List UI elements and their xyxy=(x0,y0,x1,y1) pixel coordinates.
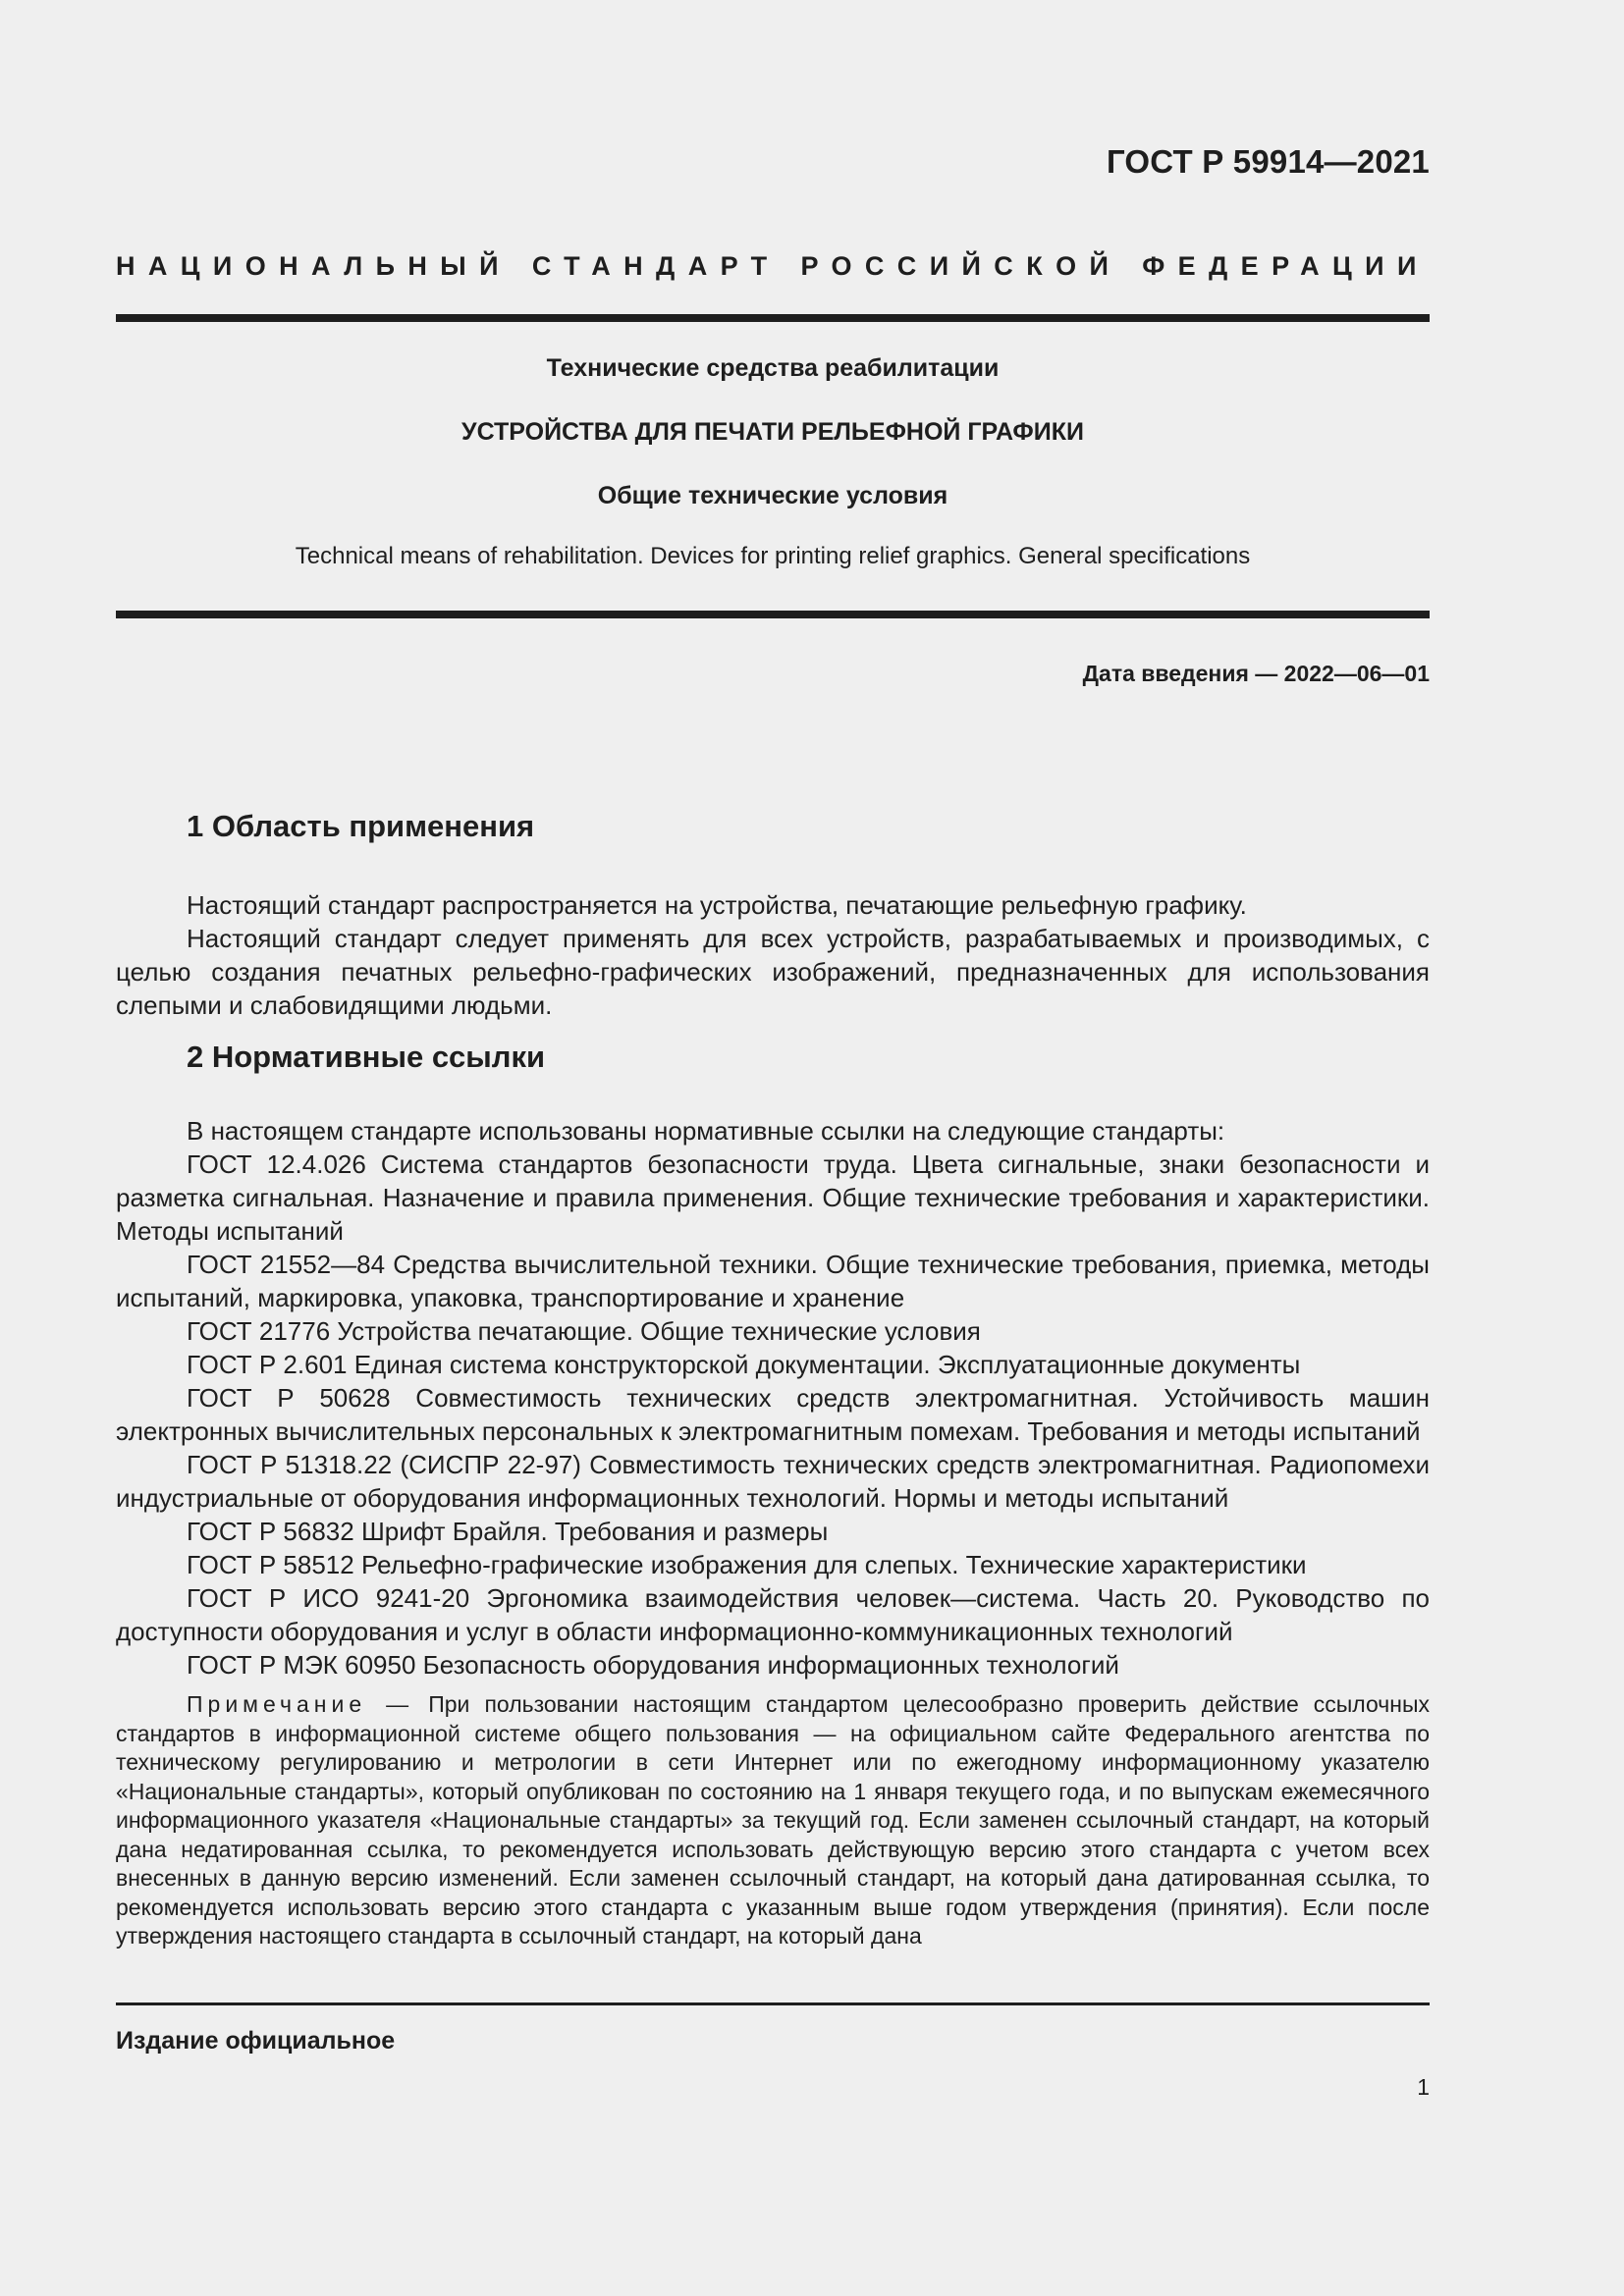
reference-item: ГОСТ Р 50628 Совместимость технических средств электромагнитная. Устойчивость машин электронных вычислительных персональных к электромагнитным помехам. Требования и методы испытаний xyxy=(116,1383,1430,1446)
note-label: Примечание — xyxy=(187,1691,414,1717)
reference-item: ГОСТ Р МЭК 60950 Безопасность оборудования информационных технологий xyxy=(187,1650,1119,1680)
standard-title: УСТРОЙСТВА ДЛЯ ПЕЧАТИ РЕЛЬЕФНОЙ ГРАФИКИ xyxy=(461,418,1084,446)
reference-item: ГОСТ Р ИСО 9241-20 Эргономика взаимодействия человек—система. Часть 20. Руководство по доступности оборудования и услуг в области информационно-коммуникационных технологий xyxy=(116,1583,1430,1646)
national-standard-banner: НАЦИОНАЛЬНЫЙ СТАНДАРТ РОССИЙСКОЙ ФЕДЕРАЦИИ xyxy=(116,251,1430,281)
reference-item: ГОСТ Р 51318.22 (СИСПР 22-97) Совместимость технических средств электромагнитная. Радиопомехи индустриальные от оборудования информационных технологий. Нормы и методы испытаний xyxy=(116,1450,1430,1513)
page-number: 1 xyxy=(1417,2074,1430,2100)
reference-item: ГОСТ 21552—84 Средства вычислительной техники. Общие технические требования, приемка, методы испытаний, маркировка, упаковка, транспортирование и хранение xyxy=(116,1250,1430,1312)
title-divider xyxy=(116,611,1430,618)
reference-item: ГОСТ Р 2.601 Единая система конструкторской документации. Эксплуатационные документы xyxy=(187,1350,1301,1379)
gost-number: ГОСТ Р 59914—2021 xyxy=(1106,143,1430,180)
paragraph: Настоящий стандарт следует применять для всех устройств, разрабатываемых и производимых, с целью создания печатных рельефно-графических изображений, предназначенных для использования слепыми и слабовидящими людьми. xyxy=(116,924,1430,1020)
reference-item: ГОСТ 12.4.026 Система стандартов безопасности труда. Цвета сигнальные, знаки безопасности и разметка сигнальная. Назначение и правила применения. Общие технические требования и характеристики. Методы испытаний xyxy=(116,1149,1430,1246)
paragraph: Настоящий стандарт распространяется на устройства, печатающие рельефную графику. xyxy=(187,890,1247,920)
section-scope xyxy=(116,807,1430,1022)
standard-subtitle: Общие технические условия xyxy=(597,482,948,509)
note-text: При пользовании настоящим стандартом целесообразно проверить действие ссылочных стандартов в информационной системе общего пользования — на официальном сайте Федерального агентства по техническому регулированию и метрологии в сети Интернет или по ежегодному информационному указателю «Национальные стандарты», который опубликован по состоянию на 1 января текущего года, и по выпускам ежемесячного информационного указателя «Национальные стандарты» за текущий год. Если заменен ссылочный стандарт, на который дана недатированная ссылка, то рекомендуется использовать действующую версию этого стандарта с учетом всех внесенных в данную версию изменений. Если заменен ссылочный стандарт, на который дана датированная ссылка, то рекомендуется использовать версию этого стандарта с указанным выше годом утверждения (принятия). Если после утверждения настоящего стандарта в ссылочный стандарт, на который дана xyxy=(116,1691,1430,1949)
paragraph: В настоящем стандарте использованы нормативные ссылки на следующие стандарты: xyxy=(187,1116,1225,1146)
english-title: Technical means of rehabilitation. Devices for printing relief graphics. General specifications xyxy=(295,543,1251,569)
note xyxy=(116,1690,1430,1951)
reference-item: ГОСТ 21776 Устройства печатающие. Общие технические условия xyxy=(187,1316,981,1346)
section-heading: 1 Область применения xyxy=(187,809,535,843)
footer-divider xyxy=(116,2002,1430,2005)
introduction-date: Дата введения — 2022—06—01 xyxy=(1082,661,1430,686)
top-divider xyxy=(116,314,1430,322)
section-normative-references xyxy=(116,1038,1430,1951)
edition-label: Издание официальное xyxy=(116,2027,396,2055)
section-heading: 2 Нормативные ссылки xyxy=(187,1040,546,1074)
standard-domain: Технические средства реабилитации xyxy=(546,354,1000,382)
reference-item: ГОСТ Р 58512 Рельефно-графические изображения для слепых. Технические характеристики xyxy=(187,1550,1307,1579)
reference-item: ГОСТ Р 56832 Шрифт Брайля. Требования и размеры xyxy=(187,1517,829,1546)
